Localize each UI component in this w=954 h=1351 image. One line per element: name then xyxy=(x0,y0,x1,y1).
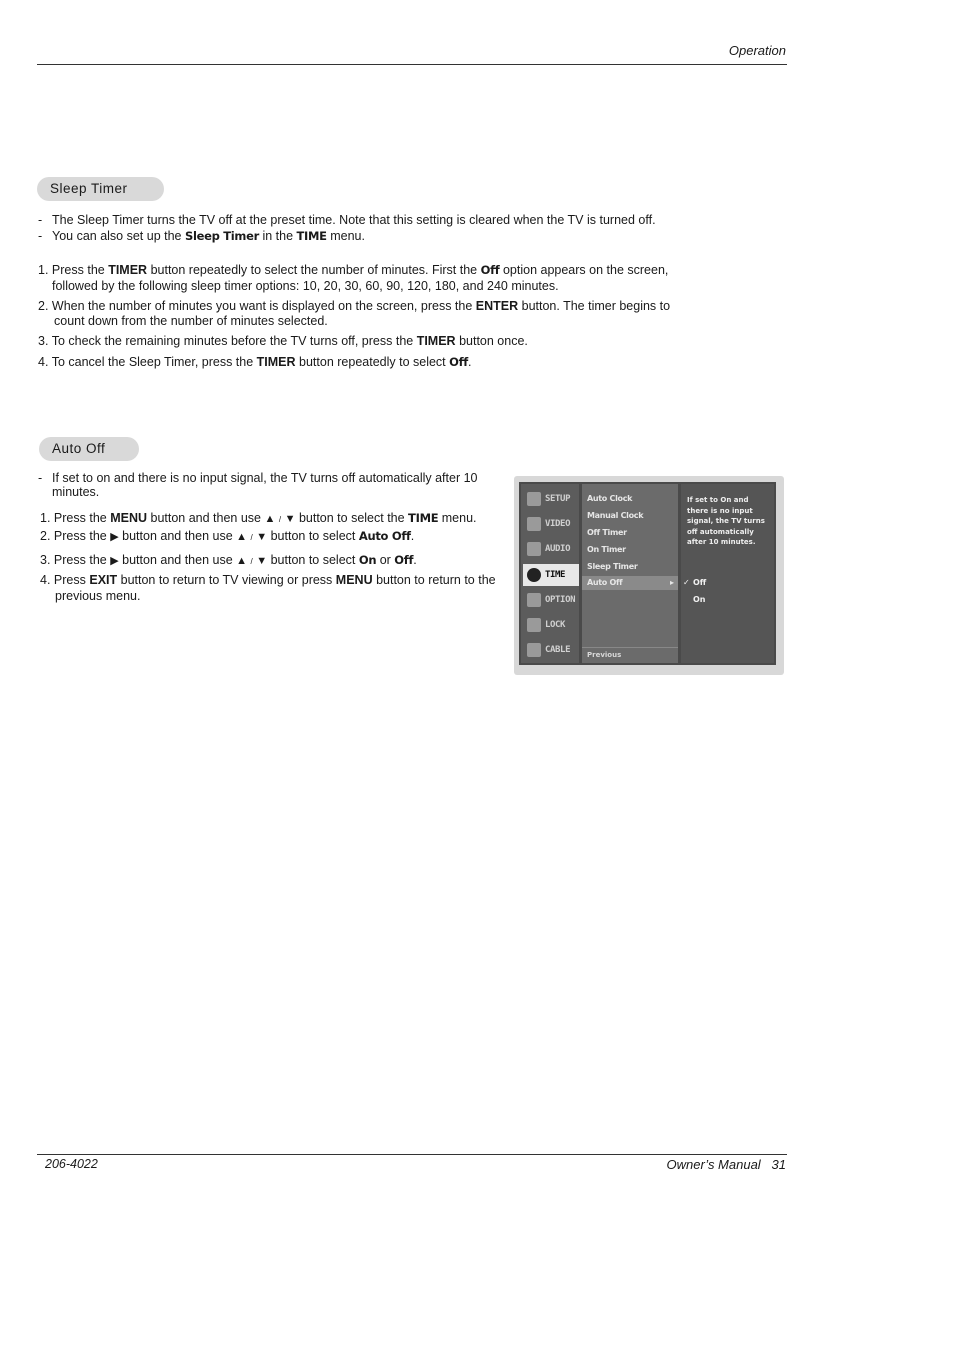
sleep-timer-heading: Sleep Timer xyxy=(37,177,164,201)
sleep-timer-step-4: 4. To cancel the Sleep Timer, press the TIMER button repeatedly to select Off. xyxy=(38,355,472,369)
sleep-timer-step-2: 2. When the number of minutes you want is displayed on the screen, press the ENTER button. The timer begins to xyxy=(38,299,671,313)
sleep-timer-step-2-cont: count down from the number of minutes selected. xyxy=(54,314,328,328)
down-arrow-icon: ▼ xyxy=(256,531,268,543)
sleep-timer-step-3: 3. To check the remaining minutes before the TV turns off, press the TIMER button once. xyxy=(38,334,528,348)
up-arrow-icon: ▲ xyxy=(236,531,248,543)
right-arrow-icon: ▶ xyxy=(110,555,119,567)
menu-item-auto-off: Auto Off xyxy=(587,578,623,587)
auto-off-heading: Auto Off xyxy=(39,437,139,461)
header-rule xyxy=(37,64,787,65)
auto-off-step-4: 4. Press EXIT button to return to TV viewing or press MENU button to return to the xyxy=(40,573,496,587)
video-icon xyxy=(527,517,541,531)
tv-menu-items xyxy=(582,484,678,663)
lock-icon xyxy=(527,618,541,632)
tv-menu-screenshot xyxy=(514,476,784,675)
header-section-label: Operation xyxy=(728,43,786,58)
time-icon xyxy=(527,568,541,582)
tv-menu-nav xyxy=(521,484,579,663)
pointer-icon: ▸ xyxy=(670,578,674,587)
down-arrow-icon: ▼ xyxy=(284,513,296,525)
sleep-timer-step-1-cont: followed by the following sleep timer options: 10, 20, 30, 60, 90, 120, 180, and 240 minutes. xyxy=(52,279,559,293)
sleep-timer-bullet-2: - You can also set up the Sleep Timer in the TIME menu. xyxy=(38,229,365,243)
nav-lock: LOCK xyxy=(523,614,579,636)
nav-time: TIME xyxy=(523,564,579,586)
up-arrow-icon: ▲ xyxy=(236,555,248,567)
option-icon xyxy=(527,593,541,607)
nav-video: VIDEO xyxy=(523,513,579,535)
cable-icon xyxy=(527,643,541,657)
tv-menu-screen xyxy=(519,482,776,665)
auto-off-step-3: 3. Press the ▶ button and then use ▲ / ▼ button to select On or Off. xyxy=(40,553,417,567)
menu-item-off-timer: Off Timer xyxy=(587,528,627,537)
option-on: On xyxy=(693,595,706,604)
footer-manual-page: Owner’s Manual 31 xyxy=(666,1157,786,1172)
nav-cable: CABLE xyxy=(523,639,579,661)
nav-option: OPTION xyxy=(523,589,579,611)
tv-menu-help-panel xyxy=(681,484,774,663)
menu-item-sleep-timer: Sleep Timer xyxy=(587,562,638,571)
previous-hint: Previous xyxy=(587,651,622,659)
auto-off-bullet: - If set to on and there is no input signal, the TV turns off automatically after 10 xyxy=(38,471,478,485)
sleep-timer-bullet-1: - The Sleep Timer turns the TV off at the preset time. Note that this setting is cleared when the TV is turned off. xyxy=(38,213,656,227)
nav-setup: SETUP xyxy=(523,488,579,510)
menu-item-auto-clock: Auto Clock xyxy=(587,494,633,503)
sleep-timer-step-1: 1. Press the TIMER button repeatedly to select the number of minutes. First the Off option appears on the screen, xyxy=(38,263,669,277)
right-arrow-icon: ▶ xyxy=(110,531,119,543)
help-text: If set to On and there is no input signal, the TV turns off automatically after 10 minutes. xyxy=(687,496,765,547)
footer-rule xyxy=(37,1154,787,1155)
auto-off-step-1: 1. Press the MENU button and then use ▲ / ▼ button to select the TIME menu. xyxy=(40,511,477,525)
down-arrow-icon: ▼ xyxy=(256,555,268,567)
footer-document-code: 206-4022 xyxy=(45,1157,98,1171)
auto-off-bullet-cont: minutes. xyxy=(52,485,100,499)
up-arrow-icon: ▲ xyxy=(264,513,276,525)
menu-item-manual-clock: Manual Clock xyxy=(587,511,644,520)
setup-icon xyxy=(527,492,541,506)
auto-off-step-2: 2. Press the ▶ button and then use ▲ / ▼ button to select Auto Off. xyxy=(40,529,415,543)
option-off: Off xyxy=(693,578,707,587)
audio-icon xyxy=(527,542,541,556)
check-icon: ✓ xyxy=(683,578,690,587)
auto-off-step-4-cont: previous menu. xyxy=(55,589,141,603)
menu-divider xyxy=(582,647,678,648)
nav-audio: AUDIO xyxy=(523,538,579,560)
menu-item-on-timer: On Timer xyxy=(587,545,626,554)
